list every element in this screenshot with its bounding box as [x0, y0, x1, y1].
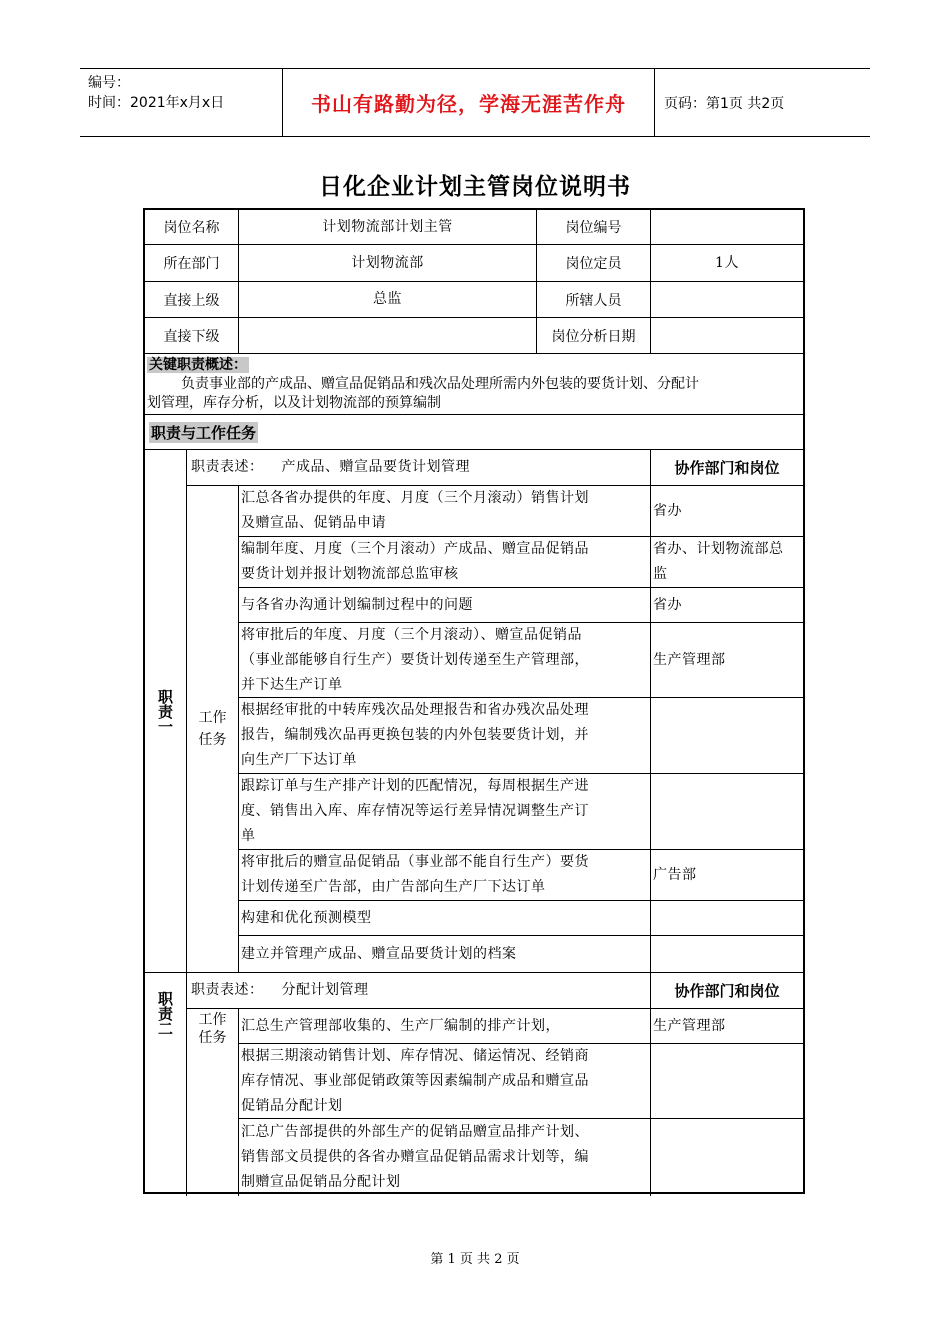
task-line: 向生产厂下达订单: [241, 752, 357, 768]
collab-line: 生产管理部: [653, 651, 726, 668]
task-line: 促销品分配计划: [241, 1097, 343, 1114]
collab-line: 生产管理部: [653, 1017, 726, 1034]
page-header: [80, 68, 870, 137]
task-line: 要货计划并报计划物流部总监审核: [241, 566, 459, 582]
task-text: [241, 1119, 651, 1196]
value-headcount: 1人: [715, 254, 739, 271]
task-text: [241, 486, 651, 536]
task-collab: [653, 901, 803, 935]
task-text: [241, 901, 651, 935]
label-position-code: 岗位编号: [565, 220, 622, 236]
collab-line: 广告部: [653, 866, 697, 883]
task-line: 建立并管理产成品、赠宣品要货计划的档案: [241, 945, 517, 962]
motto: 书山有路勤为径，学海无涯苦作舟: [311, 92, 626, 116]
task-collab: [653, 623, 803, 697]
duty2-description: [187, 973, 650, 1008]
value-position-code: [651, 210, 803, 244]
task-line: 制赠宣品促销品分配计划: [241, 1174, 401, 1190]
task-line: （事业部能够自行生产）要货计划传递至生产管理部，: [241, 651, 589, 668]
label-analysis-date: 岗位分析日期: [551, 328, 636, 345]
collab-line: 省办: [653, 596, 682, 613]
value-superior: 总监: [373, 291, 402, 307]
job-description-table: [143, 208, 805, 1194]
duty1-label: 职责一: [156, 688, 174, 734]
duty-desc-label: 职责表述：: [191, 982, 264, 998]
overview-block: [147, 356, 801, 414]
collab-line: 监: [653, 566, 668, 582]
label-superior: 直接上级: [163, 292, 220, 309]
task-line: 报告，编制残次品再更换包装的内外包装要货计划，并: [241, 727, 589, 743]
value-analysis-date: [651, 318, 803, 353]
label-direct-reports: 直接下级: [163, 328, 220, 345]
task-line: 与各省办沟通计划编制过程中的问题: [241, 596, 473, 613]
task-text: [241, 936, 651, 972]
task-label: 工作任务: [198, 1012, 227, 1046]
duty2-label: 职责二: [156, 990, 174, 1036]
task-line: 度、销售出入库、库存情况等运行差异情况调整生产订: [241, 803, 589, 819]
row-line: [145, 353, 803, 354]
duty-desc-value: 分配计划管理: [281, 982, 369, 998]
task-line: 根据经审批的中转库残次品处理报告和省办残次品处理: [241, 702, 589, 718]
task-collab: [653, 774, 803, 849]
label-department: 所在部门: [163, 256, 220, 272]
task-text: [241, 1044, 651, 1118]
task-collab: [653, 936, 803, 972]
document-title: 日化企业计划主管岗位说明书: [319, 174, 631, 200]
task-line: 并下达生产订单: [241, 676, 343, 693]
page-info: 页码：第1页 共2页: [664, 95, 785, 112]
task-text: [241, 1009, 651, 1043]
task-line: 将审批后的赠宣品促销品（事业部不能自行生产）要货: [241, 854, 589, 870]
task-line: 编制年度、月度（三个月滚动）产成品、赠宣品促销品: [241, 541, 589, 557]
collab-line: 省办、计划物流部总: [653, 541, 784, 557]
overview-line: 负责事业部的产成品、赠宣品促销品和残次品处理所需内外包装的要货计划、分配计: [181, 376, 699, 392]
task-collab: [653, 486, 803, 536]
col-line: [238, 1008, 239, 1196]
page-footer: 第 1 页 共 2 页: [430, 1252, 520, 1267]
task-text: [241, 588, 651, 622]
task-text: [241, 850, 651, 900]
task-line: 汇总生产管理部收集的、生产厂编制的排产计划，: [241, 1017, 560, 1034]
value-department: 计划物流部: [351, 254, 424, 271]
collab-header: 协作部门和岗位: [674, 459, 780, 477]
task-line: 计划传递至广告部，由广告部向生产厂下达订单: [241, 879, 546, 895]
task-collab: [653, 588, 803, 622]
task-line: 及赠宣品、促销品申请: [241, 515, 386, 531]
overview-line: 划管理，库存分析，以及计划物流部的预算编制: [147, 395, 441, 411]
section-label: 职责与工作任务: [151, 423, 257, 442]
time-label: 时间：2021年x月x日: [88, 95, 225, 111]
task-collab: [653, 698, 803, 773]
task-line: 汇总广告部提供的外部生产的促销品赠宣品排产计划、: [241, 1124, 589, 1140]
duty-desc-value: 产成品、赠宣品要货计划管理: [281, 459, 470, 475]
section-header: [145, 415, 803, 449]
task-collab: [653, 1009, 803, 1043]
value-subordinates: [651, 282, 803, 317]
task-collab: [653, 537, 803, 587]
task-collab: [653, 850, 803, 900]
overview-label: 关键职责概述：: [149, 357, 247, 373]
duty-desc-label: 职责表述：: [191, 459, 264, 475]
task-line: 汇总各省办提供的年度、月度（三个月滚动）销售计划: [241, 490, 589, 506]
value-position-name: 计划物流部计划主管: [322, 218, 453, 235]
divider: [654, 69, 655, 136]
task-collab: [653, 1044, 803, 1118]
task-label: 工作任务: [198, 710, 227, 748]
duty1-description: [187, 450, 650, 485]
task-collab: [653, 1119, 803, 1196]
task-text: [241, 537, 651, 587]
task-line: 单: [241, 828, 256, 844]
task-text: [241, 623, 651, 697]
label-position-name: 岗位名称: [163, 220, 220, 236]
task-line: 根据三期滚动销售计划、库存情况、储运情况、经销商: [241, 1047, 589, 1064]
task-text: [241, 774, 651, 849]
label-headcount: 岗位定员: [565, 256, 622, 272]
task-line: 库存情况、事业部促销政策等因素编制产成品和赠宣品: [241, 1072, 589, 1089]
task-text: [241, 698, 651, 773]
code-label: 编号：: [88, 75, 130, 91]
value-direct-reports: [239, 318, 536, 353]
task-line: 将审批后的年度、月度（三个月滚动）、赠宣品促销品: [241, 626, 582, 643]
label-subordinates: 所辖人员: [565, 292, 622, 309]
collab-header: 协作部门和岗位: [674, 982, 780, 1000]
task-line: 销售部文员提供的各省办赠宣品促销品需求计划等，编: [241, 1149, 589, 1165]
task-line: 构建和优化预测模型: [241, 909, 372, 926]
collab-line: 省办: [653, 502, 682, 519]
header-meta: [88, 73, 224, 113]
task-line: 跟踪订单与生产排产计划的匹配情况，每周根据生产进: [241, 778, 589, 794]
